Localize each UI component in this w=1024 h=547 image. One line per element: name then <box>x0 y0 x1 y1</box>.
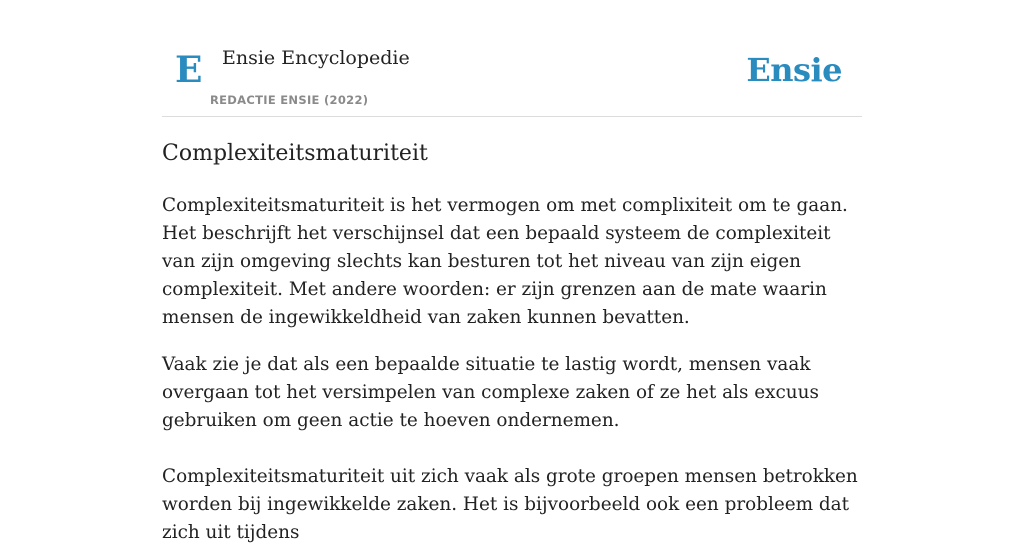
source-header <box>162 0 862 117</box>
article <box>162 136 862 547</box>
article-paragraph-2: Vaak zie je dat als een bepaalde situatie te lastig wordt, mensen vaak overgaan tot het versimpelen van complexe zaken of ze het als excuus gebruiken om geen actie te hoeven ondernemen. <box>162 354 819 431</box>
article-title: Complexiteitsmaturiteit <box>162 141 428 166</box>
ensie-e-logo: E <box>175 49 203 91</box>
article-paragraph-1: Complexiteitsmaturiteit is het vermogen om met complixiteit om te gaan. Het beschrijft het verschijnsel dat een bepaald systeem de complexiteit van zijn omgeving slechts kan besturen tot het niveau van zijn eigen complexiteit. Met andere woorden: er zijn grenzen aan de mate waarin mensen de ingewikkeldheid van zaken kunnen bevatten. <box>162 195 848 328</box>
ensie-brand-logo[interactable]: Ensie <box>746 51 842 89</box>
source-title[interactable]: Ensie Encyclopedie <box>222 47 410 69</box>
source-author-year: REDACTIE ENSIE (2022) <box>210 93 369 107</box>
article-paragraph-3: Complexiteitsmaturiteit uit zich vaak als grote groepen mensen betrokken worden bij ingewikkelde zaken. Het is bijvoorbeeld ook een probleem dat zich uit tijdens <box>162 466 858 543</box>
